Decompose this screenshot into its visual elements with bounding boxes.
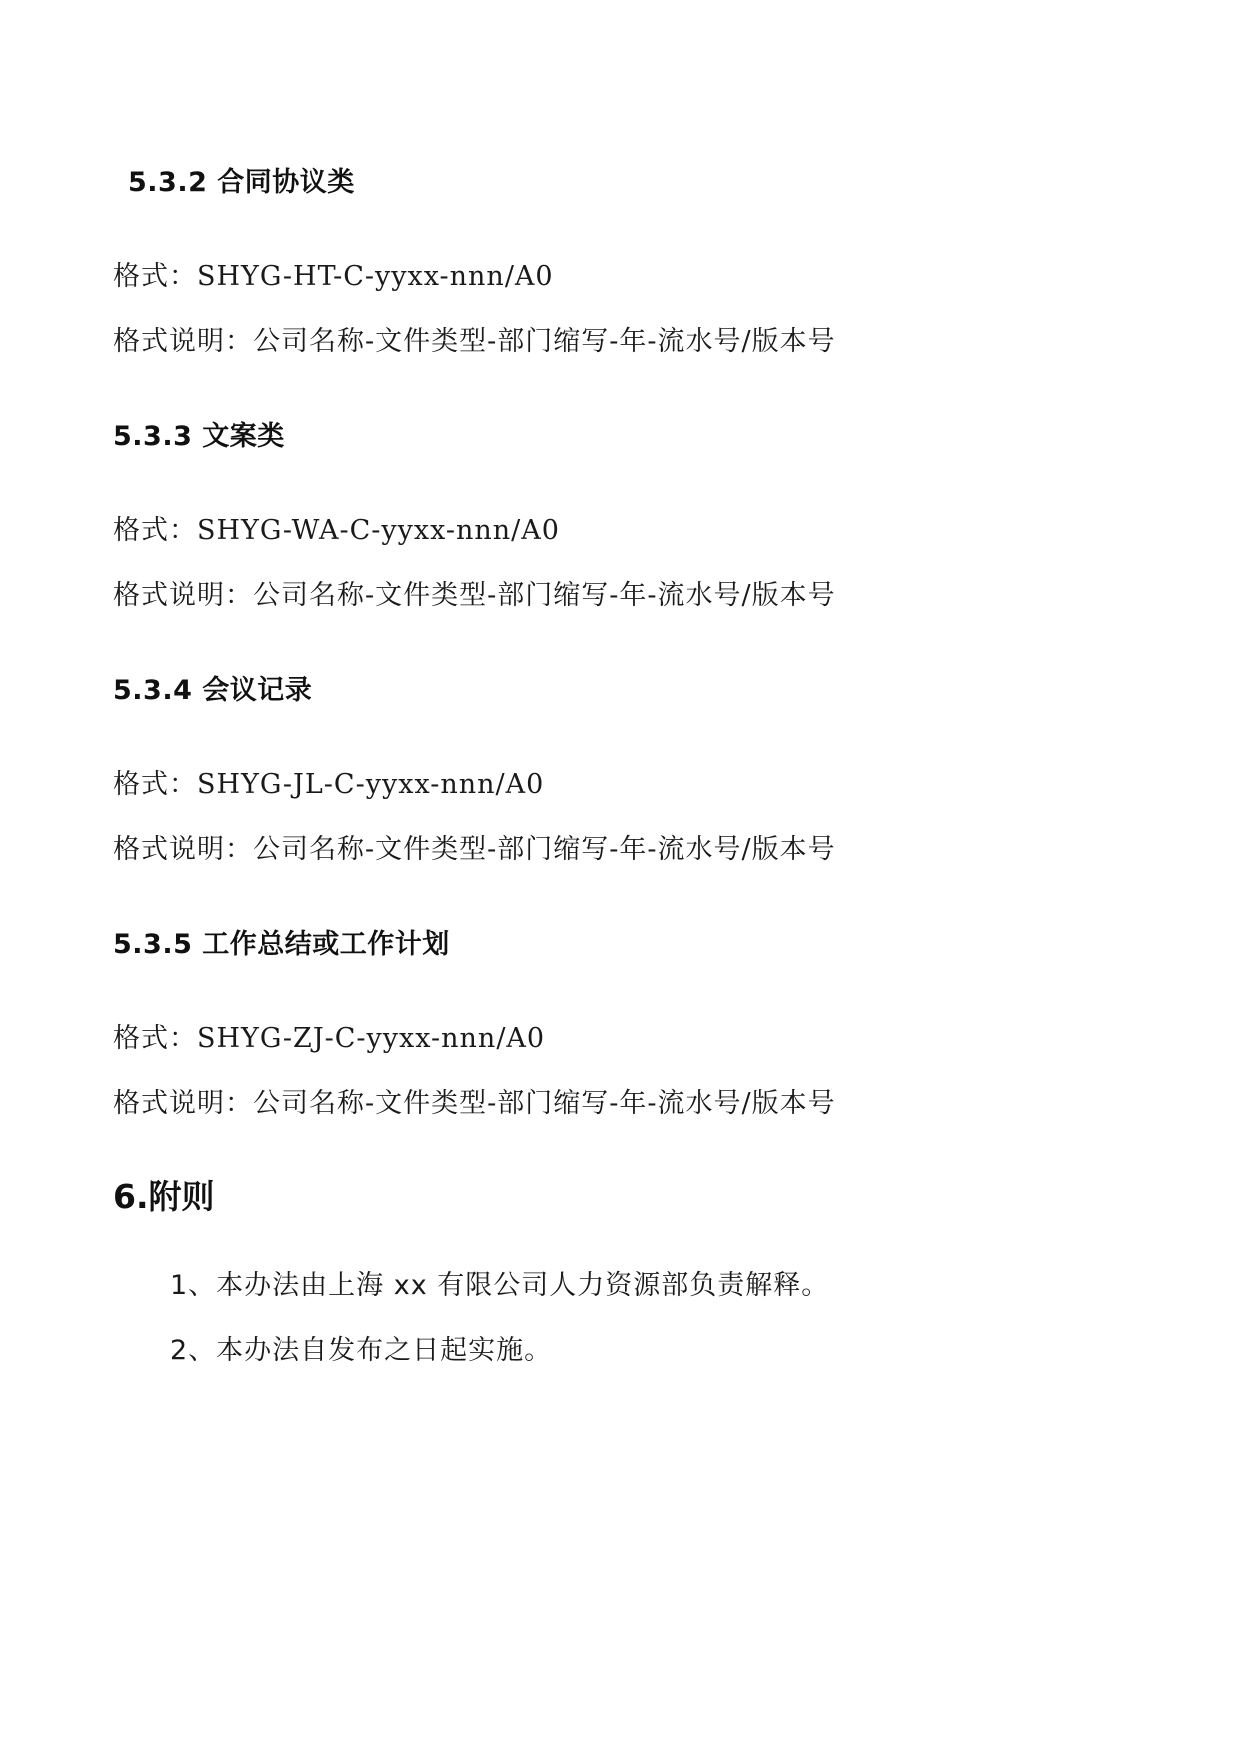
format-line-5-3-2: 格式：SHYG-HT-C-yyxx-nnn/A0 (113, 261, 554, 292)
section-heading-5-3-3: 5.3.3 文案类 (113, 421, 285, 452)
appendix-item-2: 2、本办法自发布之日起实施。 (170, 1335, 553, 1366)
format-explanation-5-3-3: 格式说明：公司名称-文件类型-部门缩写-年-流水号/版本号 (113, 580, 836, 611)
section-heading-5-3-2: 5.3.2 合同协议类 (128, 167, 355, 198)
format-explanation-5-3-2: 格式说明：公司名称-文件类型-部门缩写-年-流水号/版本号 (113, 326, 836, 357)
appendix-title: 6.附则 (113, 1177, 215, 1216)
format-line-5-3-4: 格式：SHYG-JL-C-yyxx-nnn/A0 (113, 769, 545, 800)
format-explanation-5-3-5: 格式说明：公司名称-文件类型-部门缩写-年-流水号/版本号 (113, 1088, 836, 1119)
appendix-item-1: 1、本办法由上海 xx 有限公司人力资源部负责解释。 (170, 1270, 830, 1301)
format-line-5-3-3: 格式：SHYG-WA-C-yyxx-nnn/A0 (113, 515, 560, 546)
format-explanation-5-3-4: 格式说明：公司名称-文件类型-部门缩写-年-流水号/版本号 (113, 834, 836, 865)
section-heading-5-3-4: 5.3.4 会议记录 (113, 675, 313, 706)
format-line-5-3-5: 格式：SHYG-ZJ-C-yyxx-nnn/A0 (113, 1023, 546, 1054)
section-heading-5-3-5: 5.3.5 工作总结或工作计划 (113, 929, 450, 960)
